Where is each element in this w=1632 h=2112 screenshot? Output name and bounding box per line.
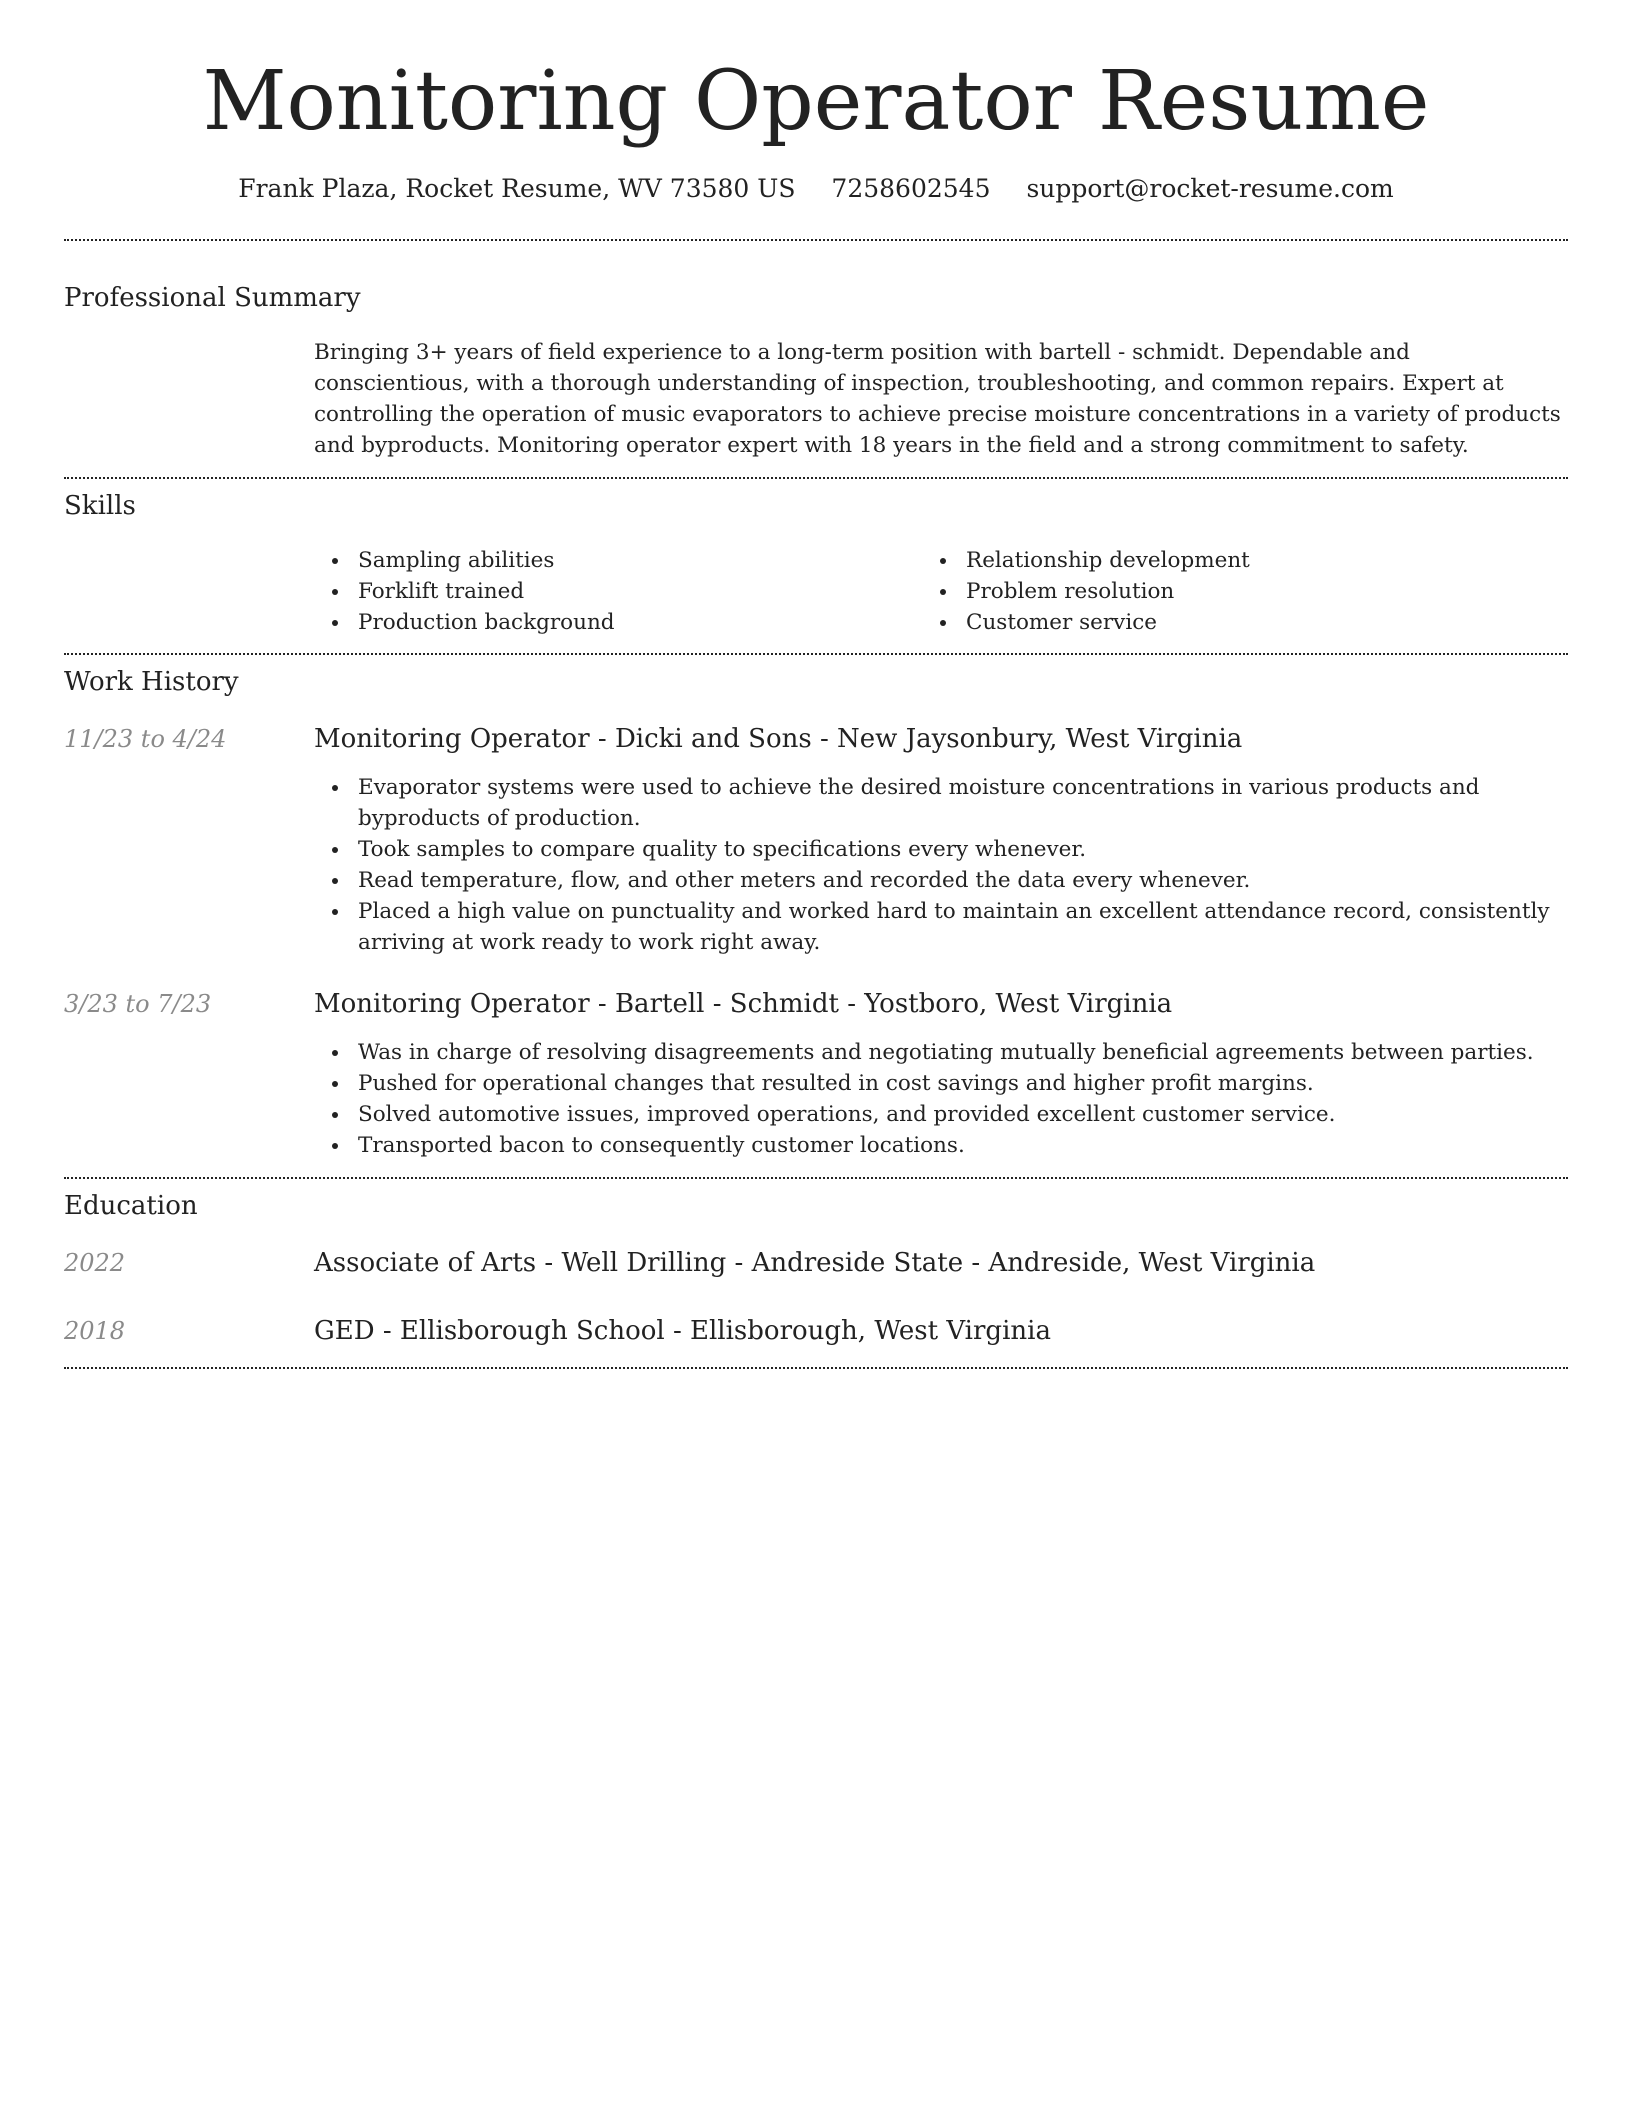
job-title: Monitoring Operator - Bartell - Schmidt - Yostboro, West Virginia <box>314 989 1173 1019</box>
education-title: Associate of Arts - Well Drilling - Andreside State - Andreside, West Virginia <box>314 1248 1316 1278</box>
skills-heading: Skills <box>64 491 136 521</box>
job-bullet: Solved automotive issues, improved operations, and provided excellent customer service. <box>314 1099 1568 1130</box>
job-bullet: Read temperature, flow, and other meters and recorded the data every whenever. <box>314 865 1568 896</box>
contact-address: Frank Plaza, Rocket Resume, WV 73580 US <box>238 174 796 203</box>
job-bullet: Placed a high value on punctuality and worked hard to maintain an excellent attendance record, consistently arriving at work ready to work right away. <box>314 896 1568 958</box>
skill-item: Relationship development <box>922 545 1522 576</box>
job-title: Monitoring Operator - Dicki and Sons - New Jaysonbury, West Virginia <box>314 724 1243 754</box>
job-bullets <box>314 1037 1568 1161</box>
skills-list-left <box>314 545 914 638</box>
divider <box>64 477 1568 479</box>
resume-title: Monitoring Operator Resume <box>202 54 1430 149</box>
job-bullet: Was in charge of resolving disagreements and negotiating mutually beneficial agreements between parties. <box>314 1037 1568 1068</box>
contact-email: support@rocket-resume.com <box>1026 174 1394 203</box>
work-heading: Work History <box>64 667 239 697</box>
skill-item: Sampling abilities <box>314 545 914 576</box>
job-bullet: Evaporator systems were used to achieve the desired moisture concentrations in various products and byproducts of production. <box>314 772 1568 834</box>
summary-text: Bringing 3+ years of field experience to a long-term position with bartell - schmidt. Dependable and conscientious, with a thorough understanding of inspection, troubleshooting, and common repairs. Expert at controlling the operation of music evaporators to achieve precise moisture concentrations in a variety of products and byproducts. Monitoring operator expert with 18 years in the field and a strong commitment to safety. <box>314 340 1561 458</box>
job-bullet: Took samples to compare quality to specifications every whenever. <box>314 834 1568 865</box>
skill-item: Problem resolution <box>922 576 1522 607</box>
summary-heading: Professional Summary <box>64 283 361 313</box>
job-dates: 11/23 to 4/24 <box>64 725 227 753</box>
skill-item: Production background <box>314 607 914 638</box>
skill-item: Customer service <box>922 607 1522 638</box>
job-bullet: Transported bacon to consequently customer locations. <box>314 1130 1568 1161</box>
skills-list-right <box>922 545 1522 638</box>
divider <box>64 1177 1568 1179</box>
job-bullets <box>314 772 1568 958</box>
skill-item: Forklift trained <box>314 576 914 607</box>
education-year: 2022 <box>64 1249 126 1277</box>
job-bullet: Pushed for operational changes that resulted in cost savings and higher profit margins. <box>314 1068 1568 1099</box>
education-year: 2018 <box>64 1317 126 1345</box>
divider <box>64 239 1568 241</box>
contact-line <box>64 172 1568 206</box>
divider <box>64 653 1568 655</box>
education-heading: Education <box>64 1191 198 1221</box>
contact-phone: 7258602545 <box>831 174 991 203</box>
divider <box>64 1367 1568 1369</box>
education-title: GED - Ellisborough School - Ellisborough, West Virginia <box>314 1316 1051 1346</box>
job-dates: 3/23 to 7/23 <box>64 990 212 1018</box>
